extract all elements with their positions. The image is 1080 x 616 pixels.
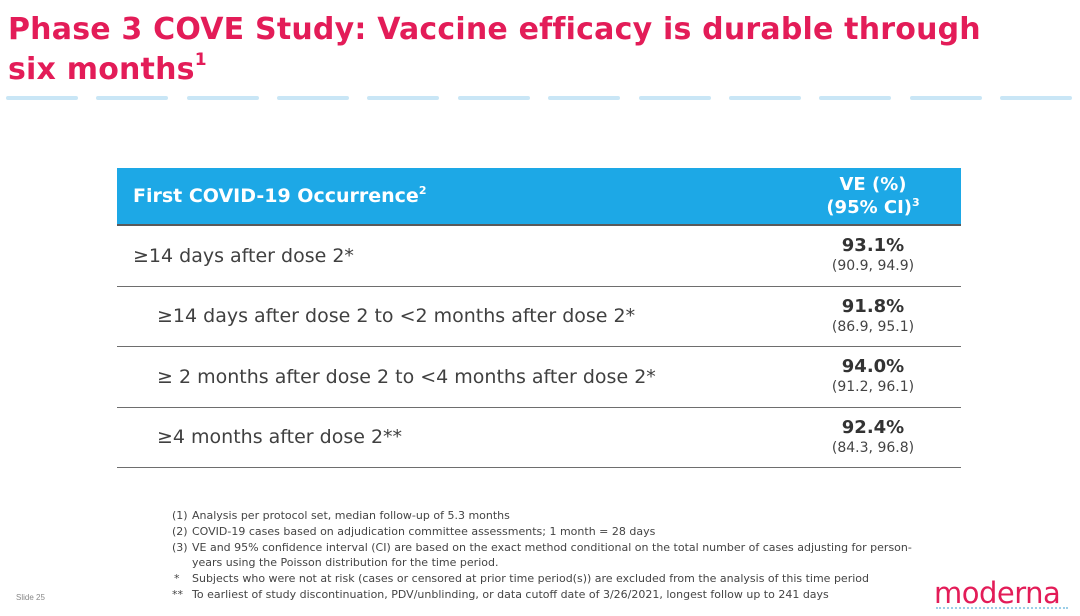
footnote-text: Subjects who were not at risk (cases or censored at prior time period(s)) are excluded from the analysis of this time period — [192, 572, 869, 586]
ci-value: (90.9, 94.9) — [831, 258, 915, 275]
row-label: ≥14 days after dose 2* — [133, 244, 354, 267]
footnote — [172, 587, 932, 603]
header-ve-footnote-ref: 3 — [912, 196, 920, 209]
ve-value: 94.0% — [841, 356, 905, 378]
efficacy-table — [117, 168, 961, 468]
ve-value: 92.4% — [841, 416, 905, 438]
footnote — [172, 524, 932, 540]
table-header — [117, 168, 961, 226]
divider-dash — [277, 96, 349, 100]
row-value — [791, 296, 961, 337]
table-row — [117, 347, 961, 408]
footnote-text: VE and 95% confidence interval (CI) are based on the exact method conditional on the total number of cases adjusting for person-years using the Poisson distribution for the time period. — [192, 540, 912, 570]
header-ve — [791, 173, 961, 219]
row-label: ≥4 months after dose 2** — [157, 426, 403, 449]
footnote-mark: (1) — [172, 509, 188, 522]
divider-dash — [96, 96, 168, 100]
divider-dash — [367, 96, 439, 100]
ci-value: (84.3, 96.8) — [831, 439, 915, 456]
ve-value: 91.8% — [841, 295, 905, 317]
ve-value: 93.1% — [841, 235, 905, 257]
divider-dash — [639, 96, 711, 100]
logo-underline-dots — [936, 607, 1068, 610]
slide-number: Slide 25 — [16, 593, 45, 602]
footnote-text: COVID-19 cases based on adjudication committee assessments; 1 month = 28 days — [192, 524, 656, 538]
ci-value: (91.2, 96.1) — [831, 379, 915, 396]
header-occurrence-label: First COVID-19 Occurrence — [133, 185, 419, 207]
header-occurrence — [117, 185, 791, 207]
footnotes — [172, 508, 932, 603]
footnote-text: Analysis per protocol set, median follow-up of 5.3 months — [192, 509, 510, 522]
slide-title — [8, 10, 1008, 90]
footnote — [172, 540, 932, 572]
divider-dash — [1000, 96, 1072, 100]
header-ve-line1: VE (%) — [839, 174, 907, 195]
divider-dash — [729, 96, 801, 100]
divider-dash — [819, 96, 891, 100]
row-label: ≥ 2 months after dose 2 to <4 months after dose 2* — [157, 365, 656, 388]
footnote-mark: (2) — [172, 524, 188, 538]
divider-dash — [910, 96, 982, 100]
row-label: ≥14 days after dose 2 to <2 months after dose 2* — [157, 305, 636, 328]
footnote-text: To earliest of study discontinuation, PDV/unblinding, or data cutoff date of 3/26/2021, longest follow up to 241 days — [192, 587, 829, 601]
footnote-mark: * — [174, 572, 180, 586]
row-value — [791, 356, 961, 397]
divider-dash — [187, 96, 259, 100]
divider-dash — [548, 96, 620, 100]
divider-dash — [458, 96, 530, 100]
header-ve-line2 — [791, 196, 955, 219]
row-value — [791, 417, 961, 458]
ci-value: (86.9, 95.1) — [831, 318, 915, 335]
footnote — [172, 571, 932, 587]
moderna-logo: moderna — [934, 576, 1061, 610]
table-row — [117, 287, 961, 348]
table-row — [117, 408, 961, 469]
slide-title-footnote-ref: 1 — [194, 50, 207, 70]
footnote-mark: ** — [172, 587, 183, 601]
title-divider — [6, 96, 1072, 102]
footnote-mark: (3) — [172, 540, 188, 554]
row-value — [791, 235, 961, 276]
footnote — [172, 508, 932, 524]
header-occurrence-footnote-ref: 2 — [418, 184, 427, 197]
header-ve-ci-label: (95% CI) — [826, 197, 913, 218]
table-row — [117, 226, 961, 287]
slide-title-text: Phase 3 COVE Study: Vaccine efficacy is durable through six months — [8, 12, 981, 87]
divider-dash — [6, 96, 78, 100]
